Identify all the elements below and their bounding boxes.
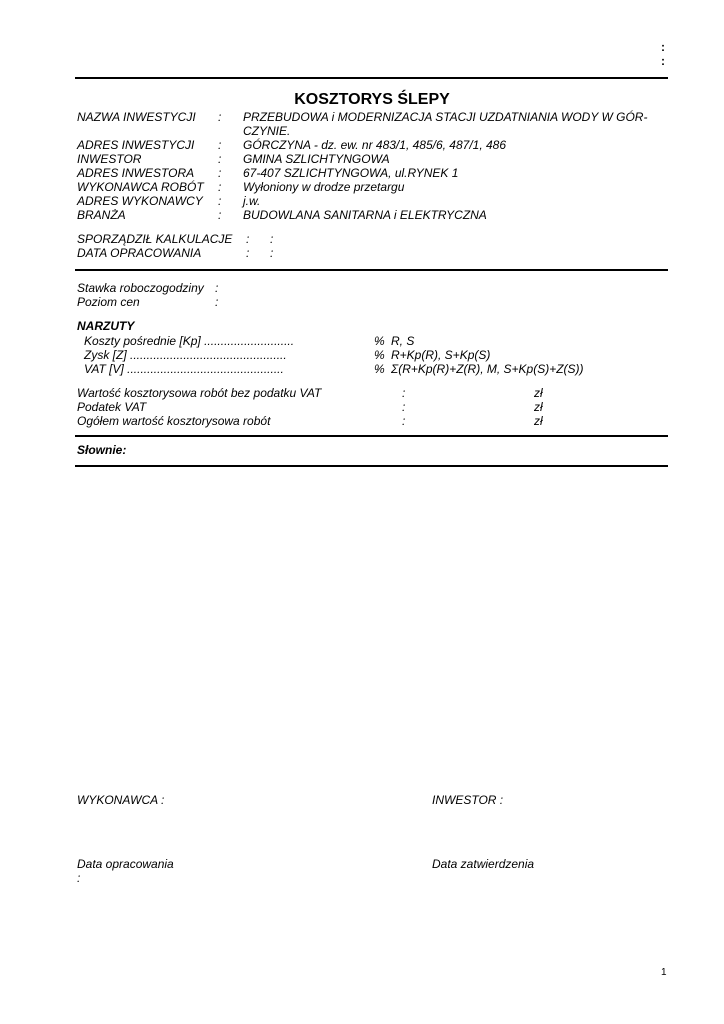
info-sep: :	[218, 166, 222, 180]
info-value: GÓRCZYNA - dz. ew. nr 483/1, 485/6, 487/1, 486	[243, 138, 507, 152]
top-colon-2: :	[661, 54, 665, 68]
narzut-pct: %	[374, 348, 385, 362]
value-sep: :	[402, 400, 406, 414]
page-number: 1	[661, 967, 667, 978]
narzut-label: Zysk [Z] ...............................................	[84, 348, 287, 362]
info-label: INWESTOR	[77, 152, 142, 166]
value-unit: zł	[534, 400, 543, 414]
narzut-formula: Σ(R+Kp(R)+Z(R), M, S+Kp(S)+Z(S))	[391, 362, 584, 376]
info-sep: :	[218, 180, 222, 194]
contractor-label: WYKONAWCA :	[77, 793, 165, 807]
investor-label: INWESTOR :	[432, 793, 504, 807]
section-rule	[75, 465, 668, 467]
info-label: ADRES WYKONAWCY	[77, 194, 203, 208]
info-label: ADRES INWESTORA	[77, 166, 195, 180]
slownie-label: Słownie:	[77, 443, 127, 457]
calc-sep: :	[270, 232, 274, 246]
narzut-pct: %	[374, 362, 385, 376]
narzut-pct: %	[374, 334, 385, 348]
rate-label: Poziom cen	[77, 295, 140, 309]
top-colon-1: :	[661, 40, 665, 54]
info-sep: :	[218, 152, 222, 166]
page-title: KOSZTORYS ŚLEPY	[294, 91, 450, 108]
info-sep: :	[218, 194, 222, 208]
info-value: Wyłoniony w drodze przetargu	[243, 180, 405, 194]
info-sep: :	[218, 208, 222, 222]
value-unit: zł	[534, 386, 543, 400]
value-sep: :	[402, 414, 406, 428]
info-value: j.w.	[243, 194, 261, 208]
info-label: ADRES INWESTYCJI	[77, 138, 195, 152]
narzut-formula: R, S	[391, 334, 415, 348]
value-label: Wartość kosztorysowa robót bez podatku VAT	[77, 386, 322, 400]
calc-label: SPORZĄDZIŁ KALKULACJE	[77, 232, 233, 246]
rate-label: Stawka roboczogodziny	[77, 281, 204, 295]
narzuty-heading: NARZUTY	[77, 319, 135, 333]
info-value: 67-407 SZLICHTYNGOWA, ul.RYNEK 1	[243, 166, 459, 180]
top-rule	[75, 77, 668, 79]
section-rule	[75, 435, 668, 437]
narzut-formula: R+Kp(R), S+Kp(S)	[391, 348, 491, 362]
narzut-label: Koszty pośrednie [Kp] ...........................	[84, 334, 295, 348]
calc-sep: :	[270, 246, 274, 260]
rate-sep: :	[215, 281, 219, 295]
prepared-date-label: Data opracowania	[77, 857, 174, 871]
info-label: BRANŻA	[77, 208, 126, 222]
info-value-cont: CZYNIE.	[243, 124, 291, 138]
value-label: Ogółem wartość kosztorysowa robót	[77, 414, 271, 428]
info-sep: :	[218, 110, 222, 124]
info-value: GMINA SZLICHTYNGOWA	[243, 152, 390, 166]
calc-sep: :	[246, 232, 250, 246]
narzut-label: VAT [V] ...............................................	[84, 362, 284, 376]
value-label: Podatek VAT	[77, 400, 147, 414]
section-rule	[75, 269, 668, 271]
info-label: NAZWA INWESTYCJI	[77, 110, 196, 124]
rate-sep: :	[215, 295, 219, 309]
value-sep: :	[402, 386, 406, 400]
prepared-date-colon: :	[77, 871, 81, 885]
value-unit: zł	[534, 414, 543, 428]
info-value: PRZEBUDOWA i MODERNIZACJA STACJI UZDATNIANIA WODY W GÓR-	[243, 110, 648, 124]
info-label: WYKONAWCA ROBÓT	[77, 180, 204, 194]
approval-date-label: Data zatwierdzenia	[432, 857, 535, 871]
calc-sep: :	[246, 246, 250, 260]
info-sep: :	[218, 138, 222, 152]
info-value: BUDOWLANA SANITARNA i ELEKTRYCZNA	[243, 208, 487, 222]
calc-label: DATA OPRACOWANIA	[77, 246, 202, 260]
